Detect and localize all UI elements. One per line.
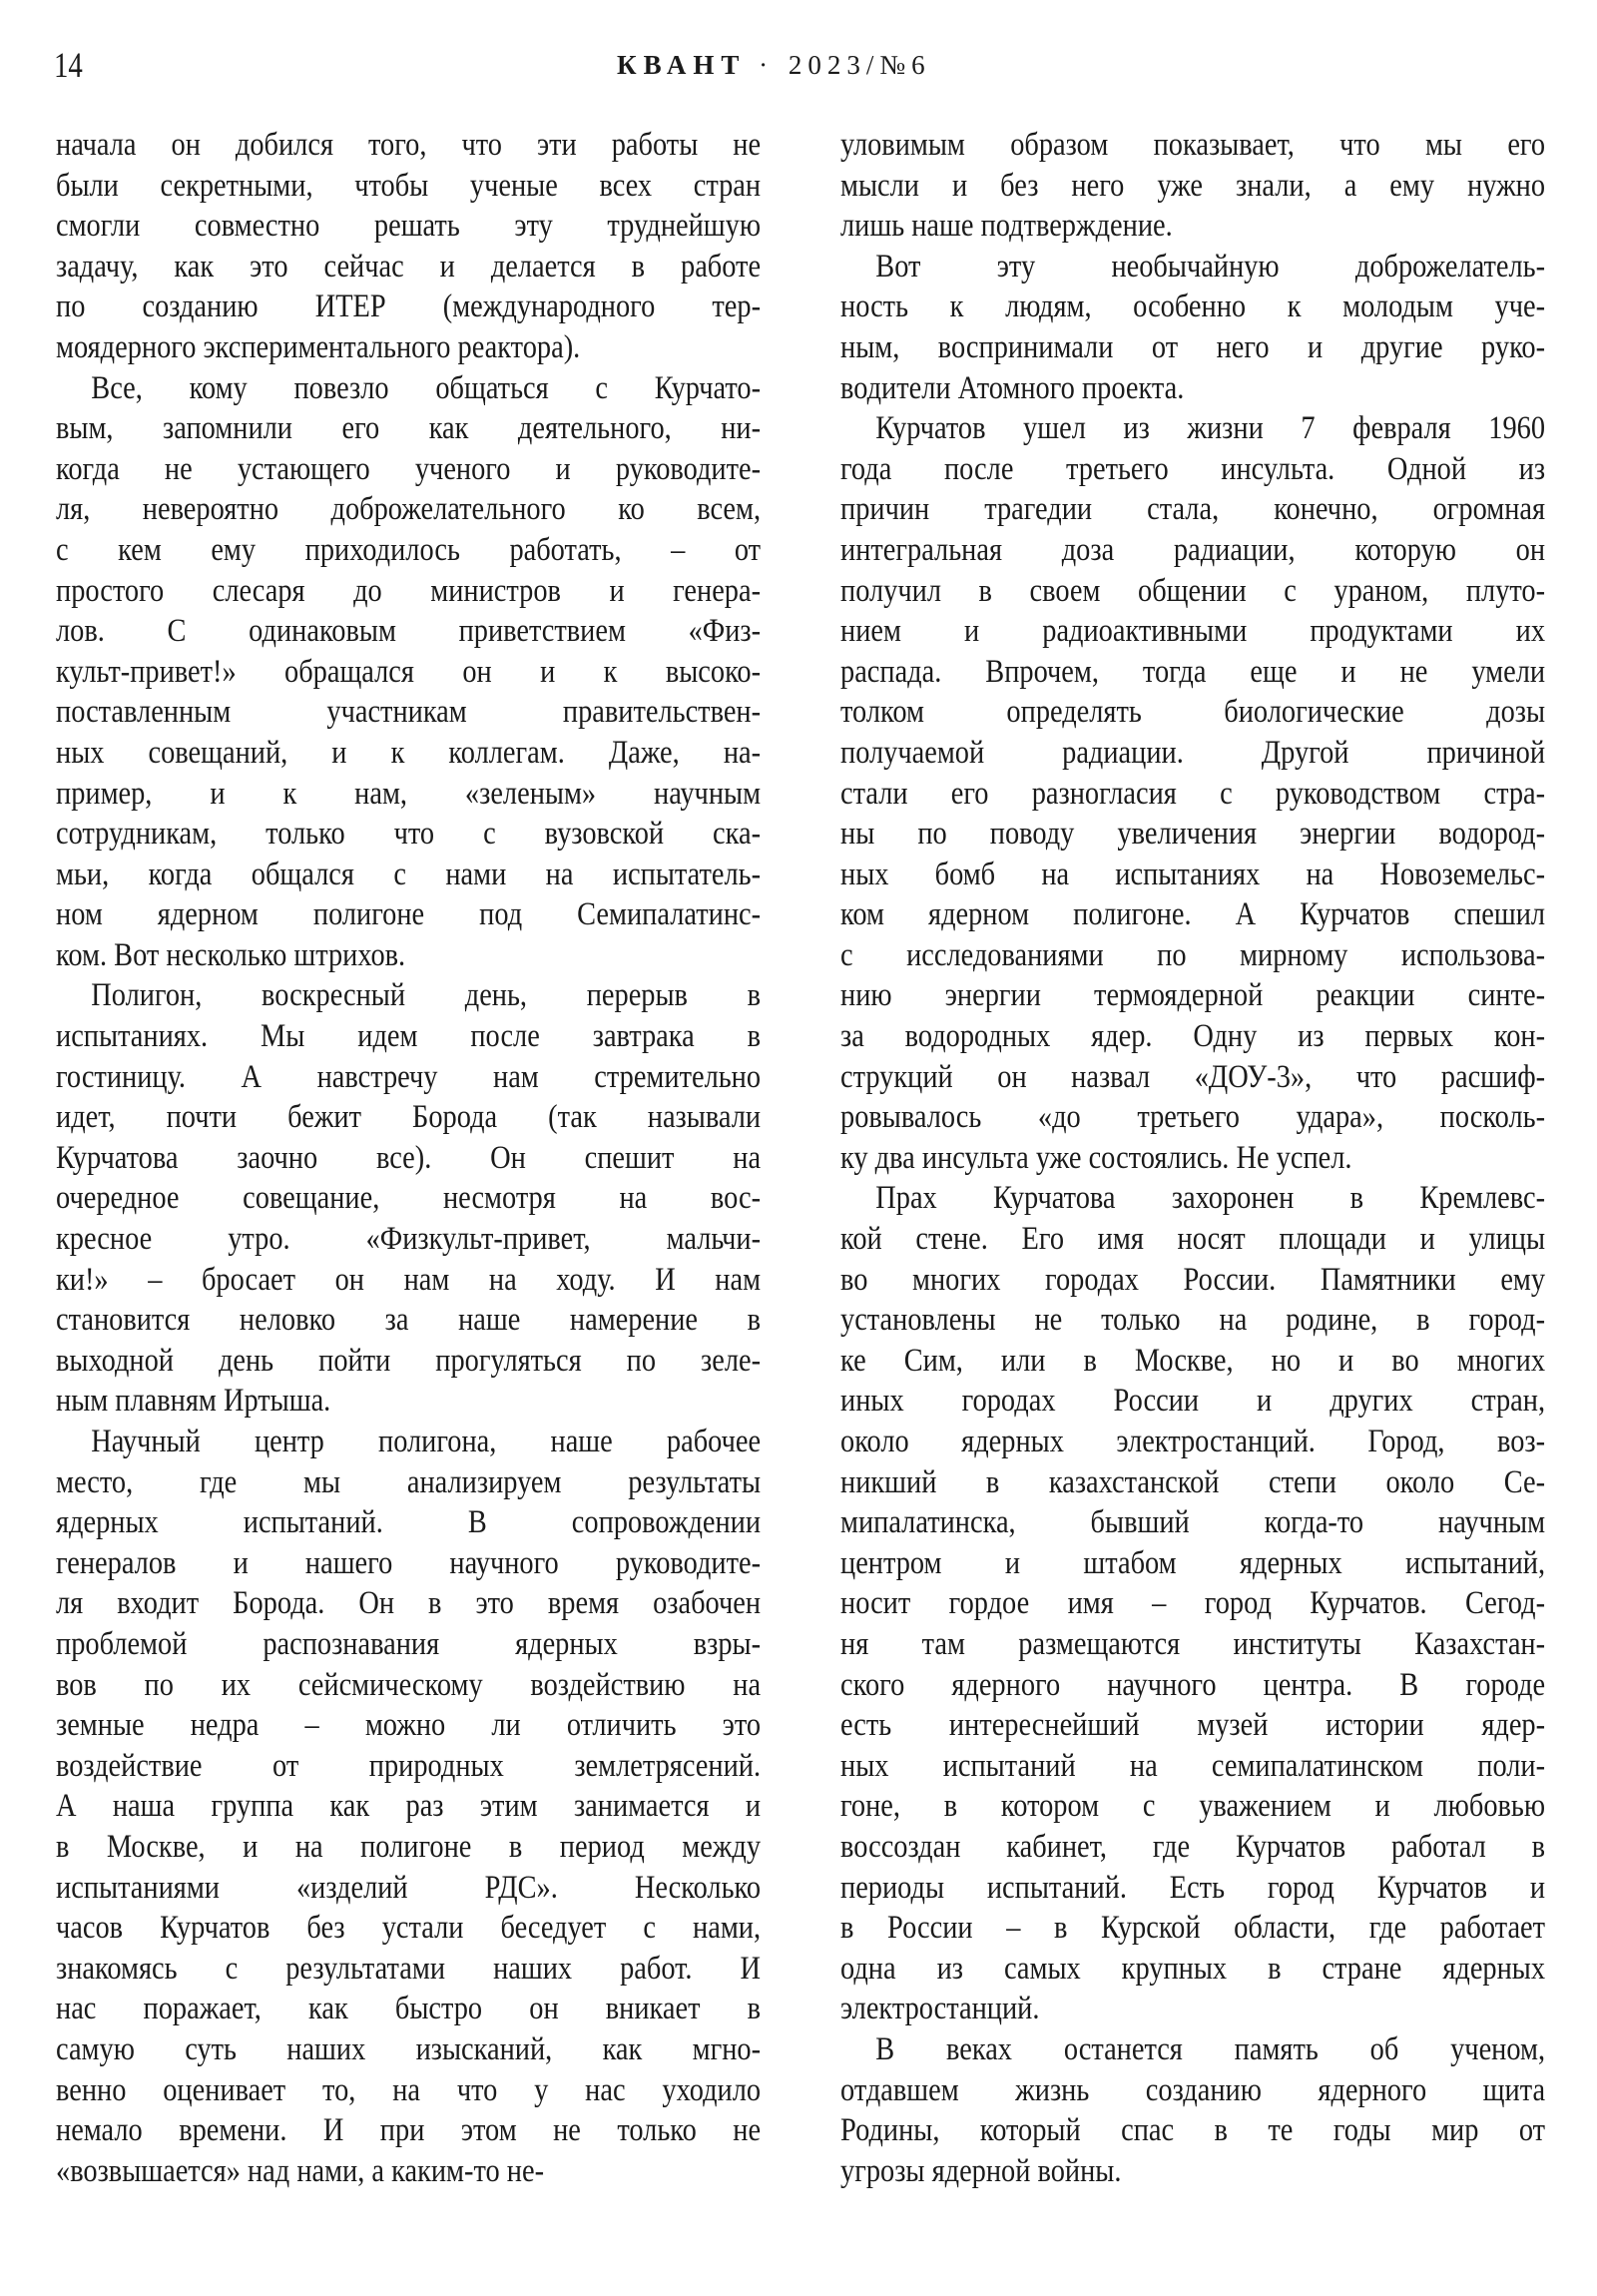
text-line: года после третьего инсульта. Одной из xyxy=(840,450,1546,487)
text-line: испытаниях. Мы идем после завтрака в xyxy=(56,1018,762,1055)
paragraph xyxy=(56,125,761,368)
paragraph xyxy=(840,125,1545,247)
text-line: гоне, в котором с уважением и любовью xyxy=(840,1788,1546,1825)
text-line: ным плавням Иртыша. xyxy=(56,1383,331,1420)
text-line: вым, запомнили его как деятельного, ни- xyxy=(56,410,762,447)
text-line: за водородных ядер. Одну из первых кон- xyxy=(840,1018,1546,1055)
text-line: простого слесаря до министров и генера- xyxy=(56,572,762,609)
text-line: ке Сим, или в Москве, но и во многих xyxy=(840,1342,1546,1379)
paragraph xyxy=(840,2029,1545,2191)
text-line: мысли и без него уже знали, а ему нужно xyxy=(840,167,1546,204)
text-line: место, где мы анализируем результаты xyxy=(56,1463,762,1500)
text-line: вов по их сейсмическому воздействию на xyxy=(56,1666,762,1703)
text-line: никший в казахстанской степи около Се- xyxy=(840,1463,1546,1500)
text-line: носит гордое имя – город Курчатов. Сегод- xyxy=(840,1585,1546,1622)
text-line: были секретными, чтобы ученые всех стран xyxy=(56,167,762,204)
text-line: сотрудникам, только что с вузовской ска- xyxy=(56,816,762,853)
text-line: ком ядерном полигоне. А Курчатов спешил xyxy=(840,896,1546,933)
text-line: мьи, когда общался с нами на испытатель- xyxy=(56,856,762,892)
text-line: в России – в Курской области, где работает xyxy=(840,1910,1546,1947)
text-line: по созданию ИТЕР (международного тер- xyxy=(56,288,762,325)
text-line: ля входит Борода. Он в это время озабочен xyxy=(56,1585,762,1622)
paragraph xyxy=(56,975,761,1422)
text-line: кой стене. Его имя носят площади и улицы xyxy=(840,1221,1546,1258)
text-line: ровывалось «до третьего удара», посколь- xyxy=(840,1099,1546,1136)
text-line: когда не устающего ученого и руководите- xyxy=(56,450,762,487)
text-line: отдавшем жизнь созданию ядерного щита xyxy=(840,2071,1546,2108)
text-line: установлены не только на родине, в город- xyxy=(840,1302,1546,1339)
text-line: В веках останется память об ученом, xyxy=(875,2030,1546,2067)
text-line: ки!» – бросает он нам на ходу. И нам xyxy=(56,1261,762,1298)
text-line: задачу, как это сейчас и делается в работе xyxy=(56,248,762,285)
text-line: самую суть наших изысканий, как мгно- xyxy=(56,2030,762,2067)
text-line: лов. С одинаковым приветствием «Физ- xyxy=(56,613,762,650)
text-line: уловимым образом показывает, что мы его xyxy=(840,127,1546,163)
paragraph xyxy=(840,1178,1545,2028)
text-line: «возвышается» над нами, а каким-то не- xyxy=(56,2152,545,2189)
text-line: генералов и нашего научного руководите- xyxy=(56,1544,762,1581)
text-line: ня там размещаются институты Казахстан- xyxy=(840,1625,1546,1662)
text-line: поставленным участникам правительствен- xyxy=(56,694,762,731)
text-line: нию энергии термоядерной реакции синте- xyxy=(840,977,1546,1014)
page-number: 14 xyxy=(54,45,83,85)
text-line: начала он добился того, что эти работы не xyxy=(56,127,762,163)
paragraph xyxy=(56,1422,761,2191)
text-line: воздействие от природных землетрясений. xyxy=(56,1747,762,1784)
text-line: струкций он назвал «ДОУ-3», что расшиф- xyxy=(840,1058,1546,1095)
magazine-name: КВАНТ xyxy=(617,50,747,80)
text-line: в Москве, и на полигоне в период между xyxy=(56,1828,762,1865)
text-line: ядерных испытаний. В сопровождении xyxy=(56,1504,762,1541)
text-line: ным, воспринимали от него и другие руко- xyxy=(840,328,1546,365)
text-line: интегральная доза радиации, которую он xyxy=(840,531,1546,568)
text-line: воссоздан кабинет, где Курчатов работал в xyxy=(840,1828,1546,1865)
text-line: гостиницу. А навстречу нам стремительно xyxy=(56,1058,762,1095)
text-line: Научный центр полигона, наше рабочее xyxy=(91,1424,762,1459)
text-line: ком. Вот несколько штрихов. xyxy=(56,936,406,973)
text-line: идет, почти бежит Борода (так называли xyxy=(56,1099,762,1136)
text-line: иных городах России и других стран, xyxy=(840,1383,1546,1420)
text-line: причин трагедии стала, конечно, огромная xyxy=(840,491,1546,528)
text-line: Курчатова заочно все). Он спешит на xyxy=(56,1139,762,1176)
text-line: проблемой распознавания ядерных взры- xyxy=(56,1625,762,1662)
text-line: с кем ему приходилось работать, – от xyxy=(56,531,762,568)
text-line: ского ядерного научного центра. В городе xyxy=(840,1666,1546,1703)
paragraph xyxy=(56,368,761,976)
text-line: электростанций. xyxy=(840,1991,1040,2027)
text-line: одна из самых крупных в стране ядерных xyxy=(840,1950,1546,1987)
text-line: с исследованиями по мирному использова- xyxy=(840,936,1546,973)
text-line: ных совещаний, и к коллегам. Даже, на- xyxy=(56,734,762,771)
text-line: Прах Курчатова захоронен в Кремлевс- xyxy=(875,1180,1546,1217)
text-line: есть интереснейший музей истории ядер- xyxy=(840,1707,1546,1744)
text-line: мипалатинска, бывший когда-то научным xyxy=(840,1504,1546,1541)
separator-dot: · xyxy=(759,50,769,80)
text-line: выходной день пойти прогуляться по зеле- xyxy=(56,1342,762,1379)
text-line: немало времени. И при этом не только не xyxy=(56,2112,762,2149)
text-line: Родины, который спас в те годы мир от xyxy=(840,2112,1546,2149)
text-line: А наша группа как раз этим занимается и xyxy=(56,1788,762,1825)
text-line: ность к людям, особенно к молодым уче- xyxy=(840,288,1546,325)
text-line: кресное утро. «Физкульт-привет, мальчи- xyxy=(56,1221,762,1258)
text-line: водители Атомного проекта. xyxy=(840,369,1185,406)
text-line: знакомясь с результатами наших работ. И xyxy=(56,1950,762,1987)
text-line: смогли совместно решать эту труднейшую xyxy=(56,208,762,245)
text-line: Полигон, воскресный день, перерыв в xyxy=(91,977,762,1014)
text-line: культ-привет!» обращался он и к высоко- xyxy=(56,653,762,690)
text-line: пример, и к нам, «зеленым» научным xyxy=(56,775,762,812)
text-line: периоды испытаний. Есть город Курчатов и xyxy=(840,1869,1546,1906)
text-line: ку два инсульта уже состоялись. Не успел. xyxy=(840,1139,1352,1176)
text-line: получаемой радиации. Другой причиной xyxy=(840,734,1546,771)
paragraph xyxy=(840,408,1545,1178)
text-line: ля, невероятно доброжелательного ко всем, xyxy=(56,491,762,528)
text-line: угрозы ядерной войны. xyxy=(840,2152,1122,2189)
text-line: земные недра – можно ли отличить это xyxy=(56,1707,762,1744)
text-line: стали его разногласия с руководством стра- xyxy=(840,775,1546,812)
issue-number: 2023/№6 xyxy=(788,50,931,80)
left-column xyxy=(56,125,761,2191)
text-line: испытаниями «изделий РДС». Несколько xyxy=(56,1869,762,1906)
text-line: моядерного экспериментального реактора). xyxy=(56,328,581,365)
text-line: очередное совещание, несмотря на вос- xyxy=(56,1180,762,1217)
text-line: часов Курчатов без устали беседует с нами, xyxy=(56,1910,762,1947)
running-title xyxy=(617,50,931,81)
text-line: толком определять биологические дозы xyxy=(840,694,1546,731)
text-line: Все, кому повезло общаться с Курчато- xyxy=(91,369,762,406)
text-line: ных бомб на испытаниях на Новоземельс- xyxy=(840,856,1546,892)
text-line: получил в своем общении с ураном, плуто- xyxy=(840,572,1546,609)
text-line: ных испытаний на семипалатинском поли- xyxy=(840,1747,1546,1784)
text-line: центром и штабом ядерных испытаний, xyxy=(840,1544,1546,1581)
text-line: ны по поводу увеличения энергии водород- xyxy=(840,816,1546,853)
text-line: становится неловко за наше намерение в xyxy=(56,1302,762,1339)
text-line: лишь наше подтверждение. xyxy=(840,208,1173,245)
running-header xyxy=(0,40,1597,90)
text-line: Курчатов ушел из жизни 7 февраля 1960 xyxy=(875,410,1546,447)
text-line: нас поражает, как быстро он вникает в xyxy=(56,1991,762,2027)
text-line: Вот эту необычайную доброжелатель- xyxy=(875,248,1546,285)
text-line: ном ядерном полигоне под Семипалатинс- xyxy=(56,896,762,933)
right-column xyxy=(840,125,1545,2191)
text-line: венно оценивает то, на что у нас уходило xyxy=(56,2071,762,2108)
text-line: во многих городах России. Памятники ему xyxy=(840,1261,1546,1298)
text-line: нием и радиоактивными продуктами их xyxy=(840,613,1546,650)
text-line: около ядерных электростанций. Город, воз- xyxy=(840,1424,1546,1459)
paragraph xyxy=(840,247,1545,408)
text-line: распада. Впрочем, тогда еще и не умели xyxy=(840,653,1546,690)
